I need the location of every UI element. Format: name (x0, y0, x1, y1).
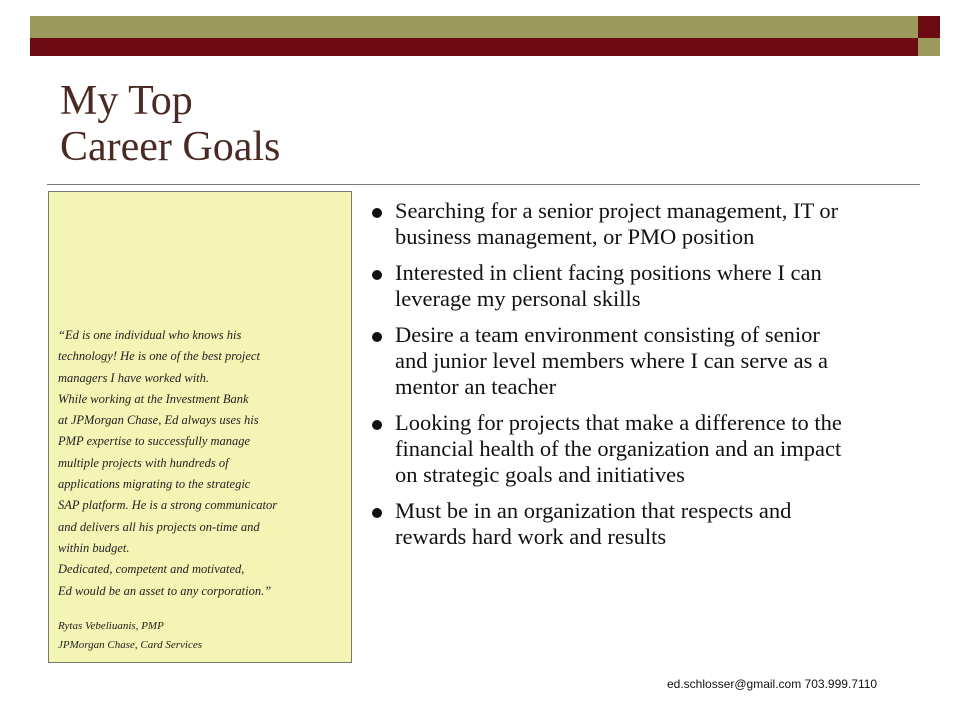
quote-line: applications migrating to the strategic (58, 477, 251, 492)
goal-line: on strategic goals and initiatives (395, 462, 685, 487)
slide-title (60, 78, 280, 170)
quote-line: Dedicated, competent and motivated, (58, 562, 245, 577)
quote-line: within budget. (58, 540, 130, 555)
title-divider (47, 184, 920, 185)
goal-bullet (370, 498, 940, 550)
bullet-dot-icon (372, 270, 382, 280)
goal-line: Interested in client facing positions where I can (395, 260, 822, 285)
quote-line: SAP platform. He is a strong communicator (58, 498, 278, 513)
goal-line: financial health of the organization and an impact (395, 436, 842, 461)
bullet-dot-icon (372, 508, 382, 518)
career-goals-list (370, 198, 940, 560)
title-line: My Top (60, 78, 193, 124)
bullet-dot-icon (372, 420, 382, 430)
title-line: Career Goals (60, 124, 281, 170)
goal-bullet (370, 198, 940, 250)
goal-line: leverage my personal skills (395, 286, 641, 311)
quote-line: PMP expertise to successfully manage (58, 434, 251, 449)
bullet-dot-icon (372, 208, 382, 218)
goal-line: Must be in an organization that respects and (395, 498, 792, 523)
corner-square-olive (918, 38, 940, 56)
top-bar-olive (30, 16, 918, 38)
goal-bullet (370, 322, 940, 400)
quote-line: Ed would be an asset to any corporation.” (58, 583, 272, 598)
quote-line: at JPMorgan Chase, Ed always uses his (58, 413, 259, 428)
goal-bullet (370, 410, 940, 488)
goal-line: Desire a team environment consisting of senior (395, 322, 820, 347)
corner-square-maroon (918, 16, 940, 38)
quote-line: managers I have worked with. (58, 370, 210, 385)
goal-line: Looking for projects that make a difference to the (395, 410, 842, 435)
quote-line: multiple projects with hundreds of (58, 455, 229, 470)
goal-line: Searching for a senior project management, IT or (395, 198, 839, 223)
testimonial-box (48, 191, 352, 663)
quote-line: “Ed is one individual who knows his (58, 328, 242, 342)
goal-line: business management, or PMO position (395, 224, 755, 249)
author-company: JPMorgan Chase, Card Services (58, 639, 202, 651)
goal-line: and junior level members where I can serve as a (395, 348, 828, 373)
goal-line: mentor an teacher (395, 374, 557, 399)
goal-bullet (370, 260, 940, 312)
quote-line: and delivers all his projects on-time and (58, 519, 260, 534)
testimonial-author (58, 617, 350, 655)
goal-line: rewards hard work and results (395, 524, 667, 549)
top-bar-maroon (30, 38, 918, 56)
quote-line: While working at the Investment Bank (58, 391, 249, 406)
author-name: Rytas Vebeliuanis, PMP (58, 620, 164, 632)
quote-line: technology! He is one of the best project (58, 349, 260, 364)
contact-footer: ed.schlosser@gmail.com 703.999.7110 (667, 677, 878, 691)
testimonial-quote (58, 325, 350, 602)
bullet-dot-icon (372, 332, 382, 342)
